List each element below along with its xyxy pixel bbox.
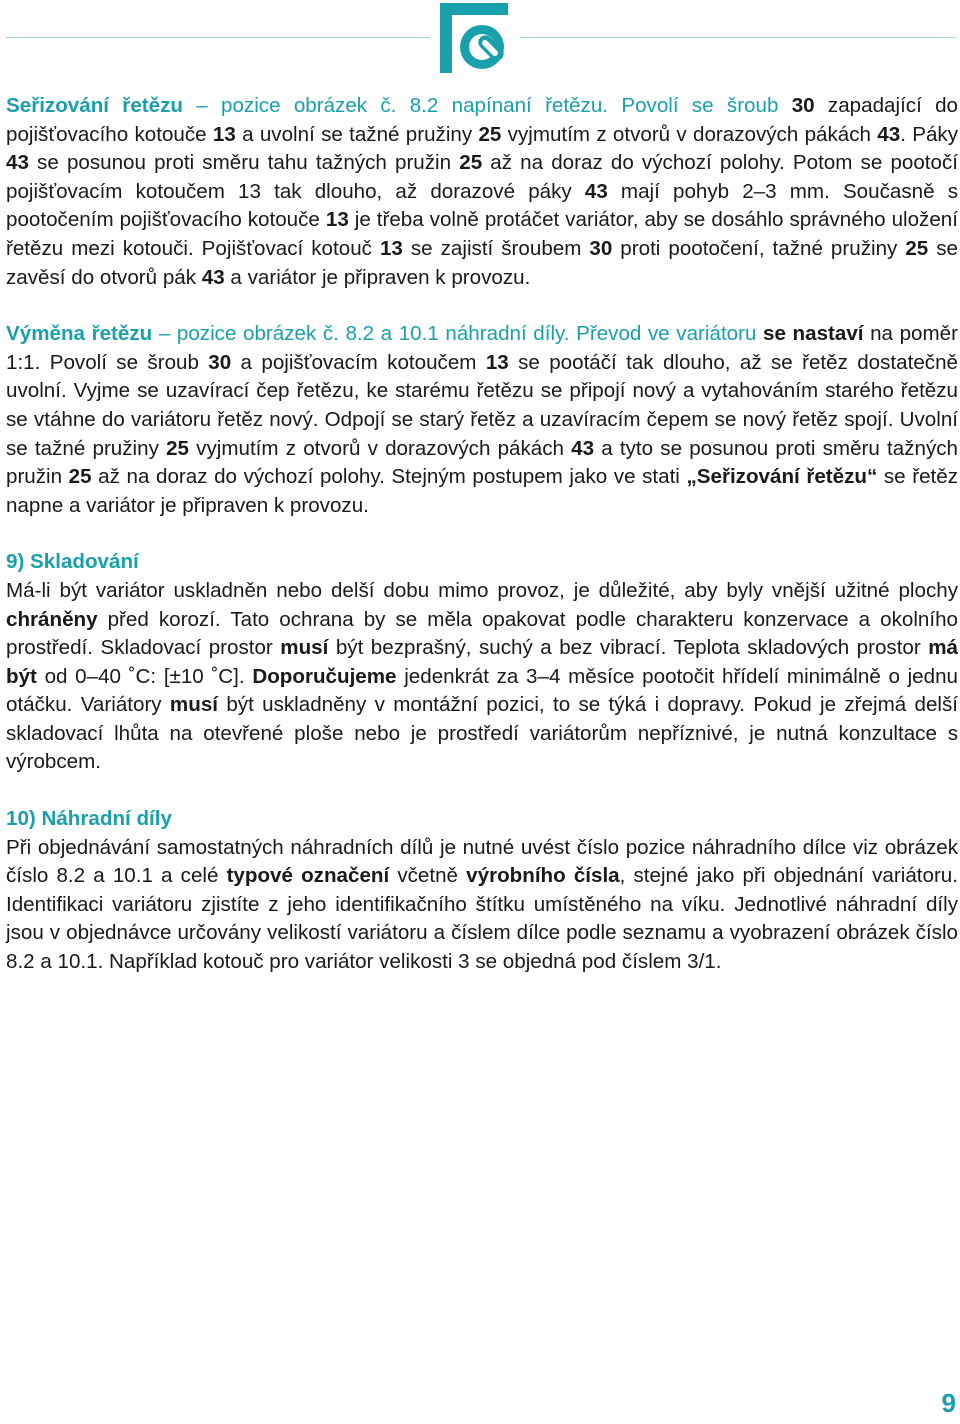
ref-number: 13 (485, 350, 509, 374)
ref-number: 25 (459, 151, 483, 175)
bold-run: chráněny (6, 607, 98, 631)
bold-run: se nastaví (763, 322, 864, 346)
text-run: se pootáčí tak dlouho, až se řetěz dostatečně uvolní. Vyjme se uzavírací čep řetězu, ke starému řetězu se připojí nový a vytahováním starého řetězu se vtáhne do variátoru řetěz nový. Odpojí se starý řetěz a uzavíracím čepem se nový řetěz spojí. Uvolní se tažné pružiny (6, 350, 958, 460)
ref-number: 43 (584, 179, 608, 203)
text-run: – pozice obrázek č. 8.2 a 10.1 náhradní díly. Převod ve variátoru (152, 322, 764, 346)
ref-number: 43 (571, 436, 595, 460)
document-body (6, 92, 958, 977)
text-run: vyjmutím z otvorů v dorazových pákách (188, 436, 572, 460)
ref-number: 13 (325, 208, 349, 232)
bold-run: výrobního čísla (466, 864, 620, 888)
bold-run: Doporučujeme (252, 664, 397, 688)
header-rule-right (520, 37, 956, 38)
bold-run: musí (169, 693, 218, 717)
text-run: – pozice obrázek č. 8.2 napínaní řetězu. Povolí se šroub (182, 94, 792, 117)
ref-number: 25 (478, 122, 502, 146)
text-run: být uskladněny v montážní pozici, to se týká i dopravy. Pokud je zřejmá delší skladovací lhůta na otevřené ploše nebo je prostředí variátorům nepříznivé, je nutná konzultace s výrobcem. (6, 693, 958, 774)
heading-skladovani: 9) Skladování (6, 550, 139, 574)
ref-number: 25 (905, 236, 929, 260)
ref-number: 13 (379, 236, 403, 260)
text-run: se zajistí šroubem (402, 236, 590, 260)
section-nahradni-dily (6, 805, 958, 977)
paragraph-nahradni-dily (6, 834, 958, 977)
text-run: a pojišťovacím kotoučem (231, 350, 486, 374)
text-run: . Páky (900, 122, 958, 146)
heading-nahradni-dily: 10) Náhradní díly (6, 807, 172, 831)
ref-number: 25 (68, 465, 92, 489)
bold-run: má být (6, 636, 958, 688)
text-run: Při objednávání samostatných náhradních dílů je nutné uvést číslo pozice náhradního dílce viz obrázek číslo 8.2 a 10.1 a celé (6, 835, 958, 888)
company-logo-icon (438, 3, 510, 73)
text-run: se posunou proti směru tahu tažných pružin (28, 151, 460, 175)
section-serizovani (6, 92, 958, 292)
bold-run: „Seřizování řetězu“ (686, 465, 878, 489)
text-run: od 0–40 ˚C: [±10 ˚C]. (36, 664, 253, 688)
bold-run: typové označení (226, 864, 390, 888)
text-run: jedenkrát za 3–4 měsíce pootočit hřídelí minimálně o jednu otáčku. Variátory (6, 664, 958, 717)
text-run: Má-li být variátor uskladněn nebo delší dobu mimo provoz, je důležité, aby byly vnější užitné plochy (6, 578, 958, 602)
text-run: proti pootočení, tažné pružiny (612, 236, 906, 260)
text-run: zapadající do pojišťovacího kotouče (6, 94, 959, 146)
header-rule-left (6, 37, 430, 38)
ref-number: 30 (589, 236, 613, 260)
ref-number: 30 (791, 94, 815, 117)
section-skladovani (6, 548, 958, 777)
ref-number: 43 (6, 151, 29, 175)
text-run: a variátor je připraven k provozu. (224, 265, 531, 289)
text-run: se zavěsí do otvorů pák (6, 236, 958, 289)
heading-vymena: Výměna řetězu (6, 322, 153, 346)
text-run: , stejné jako při objednání variátoru. Identifikaci variátoru zjistíte z jeho identifikačního štítku umístěného na víku. Jednotlivé náhradní díly jsou v objednávce určovány velikostí variátoru a číslem dílce podle seznamu a vyobrazení obrázek číslo 8.2 a 10.1. Například kotouč pro variátor velikosti 3 se objedná pod číslem 3/1. (6, 864, 958, 974)
ref-number: 25 (166, 436, 189, 460)
ref-number: 30 (208, 350, 232, 374)
heading-serizovani: Seřizování řetězu (6, 94, 183, 117)
text-run: před korozí. Tato ochrana by se měla opakovat podle charakteru konzervace a okolního prostředí. Skladovací prostor (6, 607, 958, 660)
paragraph-skladovani (6, 577, 958, 777)
ref-number: 13 (212, 122, 236, 146)
text-run: na poměr 1:1. Povolí se šroub (6, 322, 958, 374)
text-run: až na doraz do výchozí polohy. Potom se pootočí pojišťovacím kotoučem 13 tak dlouho, až dorazové páky (6, 151, 958, 203)
text-run: se řetěz napne a variátor je připraven k provozu. (6, 465, 958, 517)
text-run: až na doraz do výchozí polohy. Stejným postupem jako ve stati (91, 465, 687, 489)
text-run: mají pohyb 2–3 mm. Současně s pootočením pojišťovacího kotouče (6, 179, 958, 232)
bold-run: musí (280, 636, 329, 660)
text-run: a tyto se posunou proti směru tažných pružin (6, 436, 959, 489)
text-run: být bezprašný, suchý a bez vibrací. Teplota skladových prostor (328, 636, 929, 660)
text-run: včetně (389, 864, 467, 888)
ref-number: 43 (201, 265, 225, 289)
text-run: vyjmutím z otvorů v dorazových pákách (501, 122, 878, 146)
ref-number: 43 (877, 122, 901, 146)
section-vymena (6, 320, 958, 520)
page-number: 9 (941, 1388, 956, 1418)
text-run: a uvolní se tažné pružiny (235, 122, 479, 146)
text-run: je třeba volně protáčet variátor, aby se dosáhlo správného uložení řetězu mezi kotouči. Pojišťovací kotouč (6, 208, 958, 260)
